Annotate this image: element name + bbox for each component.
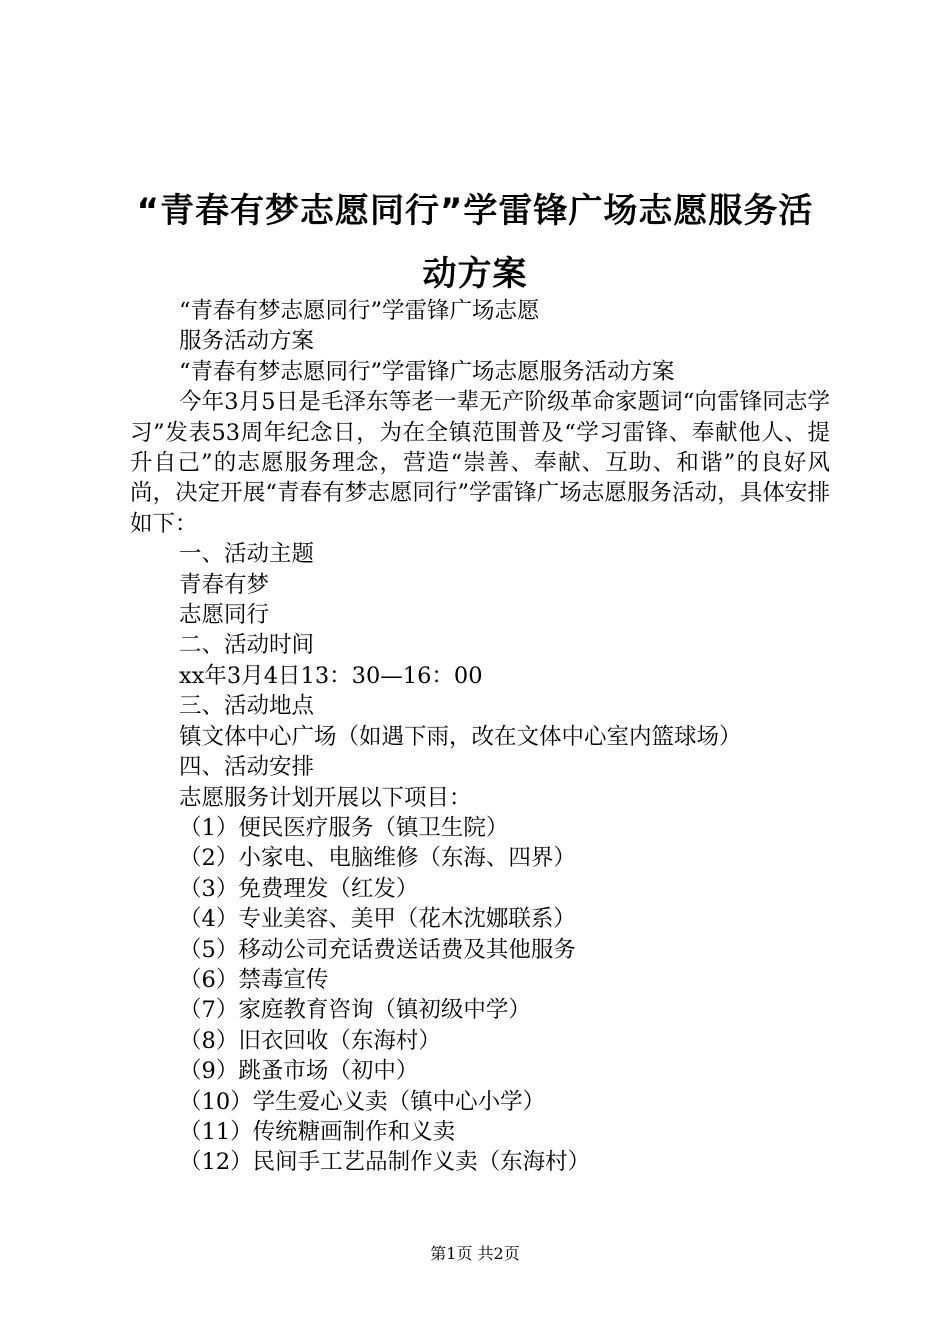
heading-line-1: “青春有梦志愿同行”学雷锋广场志愿 — [179, 298, 540, 324]
arrangement-intro: 志愿服务计划开展以下项目： — [179, 784, 472, 811]
theme-line-1: 青春有梦 — [179, 571, 270, 598]
page-footer: 第1页 共2页 — [430, 1244, 520, 1263]
section-heading-location: 三、活动地点 — [179, 693, 315, 720]
intro-paragraph: 今年3月5日是毛泽东等老一辈无产阶级革命家题词“向雷锋同志学习”发表53周年纪念日，为在全镇范围普及“学习雷锋、奉献他人、提升自己”的志愿服务理念，营造“崇善、奉献、互助、和谐”的良好风尚，决定开展“青春有梦志愿同行”学雷锋广场志愿服务活动，具体安排如下： — [130, 389, 830, 537]
list-item: （4）专业美容、美甲（花木沈娜联系） — [179, 906, 576, 933]
section-heading-time: 二、活动时间 — [179, 632, 315, 659]
list-item: （12）民间手工艺品制作义卖（东海村） — [179, 1149, 591, 1176]
list-item: （7）家庭教育咨询（镇初级中学） — [179, 997, 531, 1024]
theme-line-2: 志愿同行 — [179, 602, 270, 629]
document-body — [130, 296, 830, 1178]
list-item: （3）免费理发（红发） — [179, 875, 419, 902]
list-item: （11）传统糖画制作和义卖 — [179, 1118, 456, 1145]
document-title — [110, 180, 840, 306]
title-line-2: 动方案 — [422, 254, 528, 294]
heading-line-2: 服务活动方案 — [179, 328, 315, 355]
section-heading-theme: 一、活动主题 — [179, 541, 315, 568]
list-item: （6）禁毒宣传 — [179, 966, 329, 993]
list-item: （10）学生爱心义卖（镇中心小学） — [179, 1088, 546, 1115]
heading-line-3: “青春有梦志愿同行”学雷锋广场志愿服务活动方案 — [179, 358, 675, 385]
location-text: 镇文体中心广场（如遇下雨，改在文体中心室内篮球场） — [179, 723, 742, 750]
list-item: （5）移动公司充话费送话费及其他服务 — [179, 936, 576, 963]
section-heading-arrangement: 四、活动安排 — [179, 754, 315, 781]
list-item: （1）便民医疗服务（镇卫生院） — [179, 814, 509, 841]
time-text: xx年3月4日13：30—16：00 — [179, 662, 483, 689]
arrangement-list — [130, 813, 830, 1178]
list-item: （8）旧衣回收（东海村） — [179, 1027, 441, 1054]
list-item: （2）小家电、电脑维修（东海、四界） — [179, 845, 576, 872]
title-line-1: “青春有梦志愿同行”学雷锋广场志愿服务活 — [136, 191, 814, 231]
list-item: （9）跳蚤市场（初中） — [179, 1058, 419, 1085]
